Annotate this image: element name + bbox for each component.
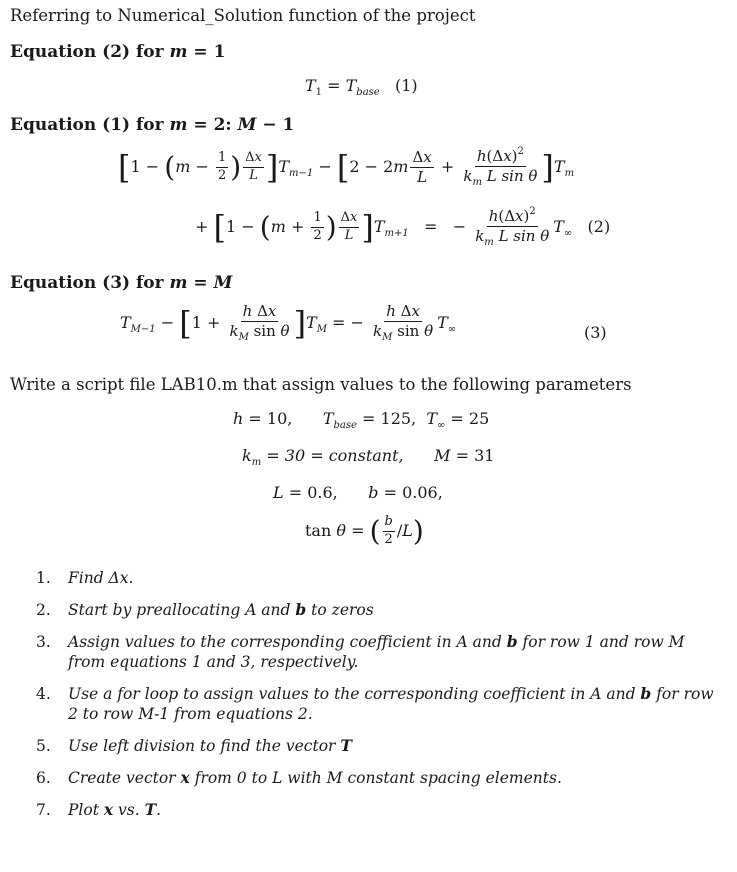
equation-interior-line1: [1 − (m − $\frac{1}{2}$ ) $\frac{\Delta x}{L}$ ]$T_{m-1} - [2 - 2m$ $\frac{\Delta x}{L}$ + $\frac{h(\Delta x)^2}{k_m L \sin \theta}$ ]$T_m$ bbox=[118, 146, 575, 189]
equation-interior-line2: + [1 − (m + $\frac{1}{2}$ ) $\frac{\Delta x}{L}$ ]$T_{m+1}$ = − $\frac{h(\Delta x)^2}{k_m L \sin \theta}$ $T_\infty$ (2) bbox=[195, 206, 611, 249]
param-tbase: 125, bbox=[380, 409, 417, 428]
params-line4-tan: tan θ = ( $\frac{b}{2}$ /L) bbox=[305, 514, 424, 548]
param-tinf: 25 bbox=[468, 409, 490, 428]
heading-equation-3-mM: Equation (3) for m = M bbox=[10, 273, 233, 293]
list-item: 5. Use left division to find the vector T bbox=[36, 736, 352, 755]
equation-tag-2: (2) bbox=[587, 216, 611, 236]
equation-tag-1: (1) bbox=[394, 76, 418, 95]
param-km: 30 = constant, bbox=[284, 446, 404, 465]
param-b: 0.06, bbox=[402, 483, 443, 502]
task-list bbox=[36, 568, 726, 832]
list-item: 2. Start by preallocating A and b to zeros bbox=[36, 600, 374, 619]
assignment-text: Write a script file LAB10.m that assign values to the following parameters bbox=[10, 375, 632, 394]
params-line2: $k_m = 30$ = constant, M = 31 bbox=[242, 446, 495, 468]
heading-equation-2-m1: Equation (2) for m = 1 bbox=[10, 42, 226, 62]
list-item: 4. Use a for loop to assign values to the corresponding coefficient in A and b for row 2 to row M-1 from equations 2. bbox=[36, 684, 714, 723]
intro-text: Referring to Numerical_Solution function of the project bbox=[10, 6, 476, 25]
list-item: 3. Assign values to the corresponding coefficient in A and b for row 1 and row M from equations 1 and 3, respectively. bbox=[36, 632, 685, 671]
heading-equation-1-interior: Equation (1) for m = 2: M − 1 bbox=[10, 115, 295, 135]
param-M: 31 bbox=[474, 446, 495, 465]
list-item: 7. Plot x vs. T. bbox=[36, 800, 162, 819]
list-item: 1. Find Δx. bbox=[36, 569, 134, 587]
equation-tag-3: (3) bbox=[584, 323, 607, 342]
params-line3: L = 0.6, b = 0.06, bbox=[273, 483, 443, 502]
params-line1: h = 10, $T_{base} = 125$, $T_\infty = 25$ bbox=[233, 409, 490, 431]
param-h: 10, bbox=[266, 409, 293, 428]
list-item: 6. Create vector x from 0 to L with M constant spacing elements. bbox=[36, 768, 562, 787]
equation-boundary-first: $T_1 = T_{base}$ (1) bbox=[305, 76, 418, 98]
equation-boundary-last: $T_{M-1} - [1$ + $\frac{\text{h Δx}}{k_M \sin \theta}$ ]$T_M$ = − $\frac{\text{h Δx}}{k_M \sin \theta}$ $T_\infty$ bbox=[120, 302, 457, 344]
param-L: 0.6, bbox=[307, 483, 338, 502]
